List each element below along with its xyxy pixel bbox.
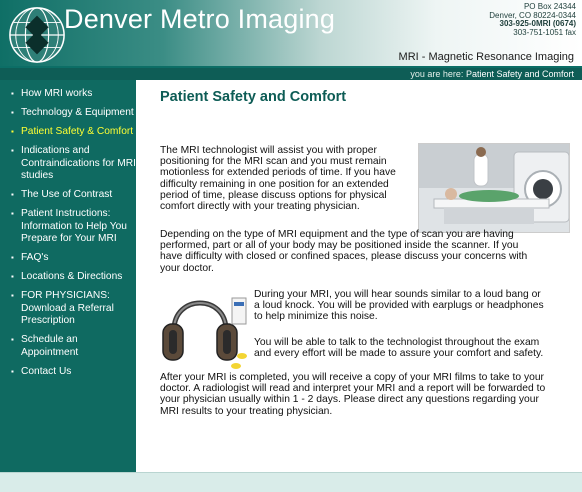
fax-number: 303-751-1051 fax <box>513 27 576 37</box>
nav-item-label: Contact Us <box>21 365 72 377</box>
nav-item-patient-instructions[interactable] <box>0 208 136 246</box>
nav-item-use-of-contrast[interactable] <box>0 189 136 202</box>
nav-item-label: Technology & Equipment <box>21 107 134 118</box>
breadcrumb-current: Patient Safety and Comfort <box>465 69 574 79</box>
nav-item-technology-equipment[interactable] <box>0 107 136 120</box>
nav-item-label: Schedule an Appointment <box>21 334 79 358</box>
breadcrumb <box>0 68 582 80</box>
nav-item-faqs[interactable] <box>0 252 136 265</box>
po-box: PO Box 24344 <box>523 2 576 11</box>
bullet-icon: ▪ <box>11 272 14 281</box>
page-title: Patient Safety and Comfort <box>160 89 347 105</box>
page-footer <box>0 472 582 492</box>
brand-name[interactable]: Denver Metro Imaging <box>64 4 336 34</box>
mri-scanner-photo <box>418 143 570 233</box>
nav-item-label: Locations & Directions <box>21 271 123 282</box>
breadcrumb-prefix: you are here: <box>410 69 464 79</box>
bullet-icon: ▪ <box>11 209 14 218</box>
site-header <box>0 0 582 68</box>
nav-item-label: FAQ's <box>21 252 49 263</box>
bullet-icon: ▪ <box>11 253 14 262</box>
nav-item-label: Indications and Contraindications for MRI studies <box>21 145 136 181</box>
nav-item-label: Patient Instructions: Information to Help You Prepare for Your MRI <box>21 208 127 244</box>
nav-item-label: FOR PHYSICIANS: Download a Referral Prescription <box>21 290 114 326</box>
nav-item-patient-safety-comfort[interactable] <box>0 126 136 139</box>
bullet-icon: ▪ <box>11 291 14 300</box>
nav-item-for-physicians[interactable] <box>0 290 136 328</box>
page-tagline: MRI - Magnetic Resonance Imaging <box>398 51 574 63</box>
city-address: Denver, CO 80224-0344 <box>489 10 576 20</box>
paragraph-talk-technologist: You will be able to talk to the technologist throughout the exam and every effort will be made to assure your comfort and safety. <box>254 337 544 360</box>
sidebar-nav <box>0 88 136 385</box>
bullet-icon: ▪ <box>11 190 14 199</box>
nav-item-how-mri-works[interactable] <box>0 88 136 101</box>
paragraph-equipment: Depending on the type of MRI equipment and the type of scan you are having performed, part or all of your body may be positioned inside the scanner. If you have difficulty with closed or confined spaces, please discuss your concerns with your doctor. <box>160 229 528 274</box>
contact-info <box>489 3 576 37</box>
paragraph-positioning: The MRI technologist will assist you with proper positioning for the MRI scan and you must remain motionless for extended periods of time. If you have difficulty remaining in one position for an extended period of time, please discuss options for physical comfort directly with your treating physician. <box>160 145 396 213</box>
nav-item-locations-directions[interactable] <box>0 271 136 284</box>
paragraph-sounds: During your MRI, you will hear sounds similar to a loud bang or a loud knock. You will be provided with earplugs or headphones to help minimize this noise. <box>254 289 544 323</box>
bullet-icon: ▪ <box>11 366 14 376</box>
headphones-earplugs-photo <box>160 286 250 374</box>
nav-item-label: How MRI works <box>21 88 93 99</box>
nav-item-label: Patient Safety & Comfort <box>21 126 134 137</box>
nav-item-label: The Use of Contrast <box>21 189 113 200</box>
nav-item-contact-us[interactable] <box>0 366 136 379</box>
bullet-icon: ▪ <box>11 89 14 98</box>
phone-number: 303-925-0MRI (0674) <box>499 19 576 29</box>
nav-item-schedule-appointment[interactable] <box>0 334 136 359</box>
bullet-icon: ▪ <box>11 146 14 155</box>
bullet-icon: ▪ <box>11 108 14 117</box>
nav-item-indications[interactable] <box>0 145 136 183</box>
globe-logo-icon[interactable] <box>8 6 66 64</box>
bullet-icon: ▪ <box>11 335 14 344</box>
paragraph-results: After your MRI is completed, you will receive a copy of your MRI films to take to your doctor. A radiologist will read and interpret your MRI and a report will be forwarded to your physician usually within 1 - 2 days. Please direct any questions regarding your MRI results to your treating physician. <box>160 372 546 417</box>
bullet-icon: ▪ <box>11 127 14 136</box>
